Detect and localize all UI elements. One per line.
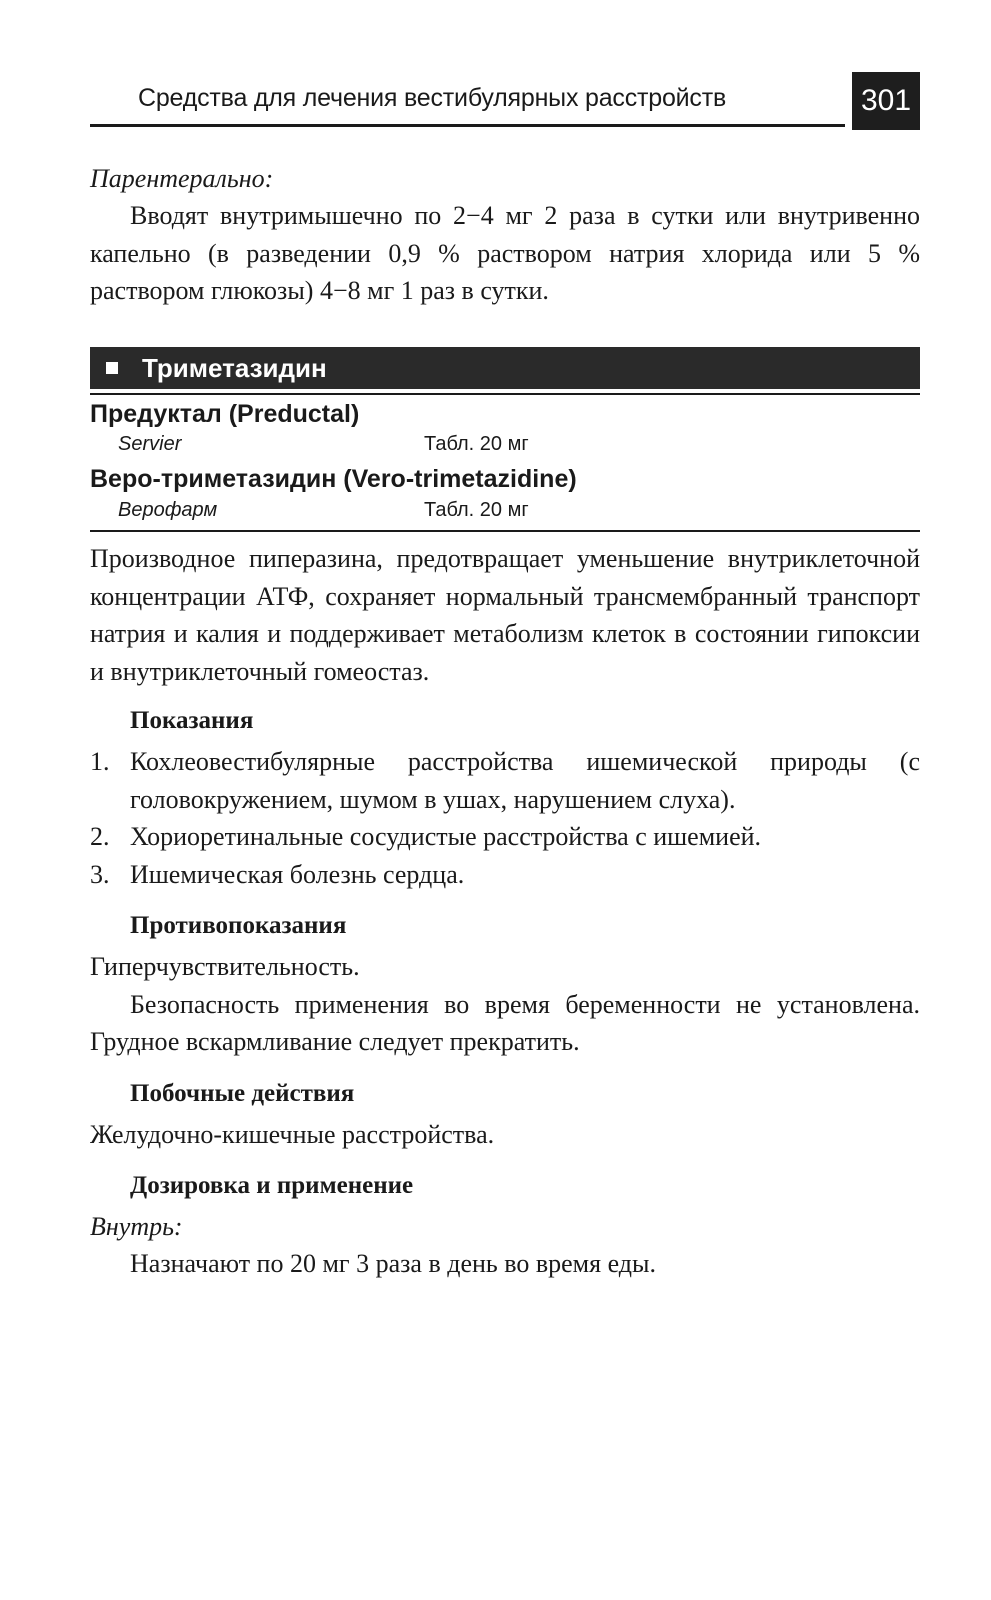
side-effects-text: Желудочно-кишечные расстройства.: [90, 1119, 495, 1149]
header-rule: [90, 124, 845, 127]
oral-label: Внутрь:: [90, 1212, 183, 1241]
running-header-title: Средства для лечения вестибулярных расстройств: [138, 84, 727, 112]
product-brand: Веро-триметазидин (Vero-trimetazidine): [90, 465, 577, 493]
page-number: 301: [852, 72, 920, 130]
indications-heading: Показания: [130, 707, 254, 734]
contraindications-text: Гиперчувствительность.: [90, 952, 360, 981]
product-maker: Servier: [118, 433, 182, 455]
list-item-text: Ишемическая болезнь сердца.: [130, 859, 465, 889]
drug-description: Производное пиперазина, предотвращает уменьшение внутриклеточной концентрации АТФ, сохраняет нормальный трансмембранный транспорт натрия и калия и поддерживает метаболизм клеток в состоянии гипоксии и внутриклеточный гомеостаз.: [90, 544, 920, 686]
product-maker: Верофарм: [118, 499, 218, 521]
list-number: 2.: [90, 822, 110, 851]
drug-bar-rule: [90, 393, 920, 395]
list-item-text: Хориоретинальные сосудистые расстройства с ишемией.: [130, 822, 762, 851]
side-effects-heading: Побочные действия: [130, 1079, 355, 1107]
drug-name: Триметазидин: [142, 353, 327, 383]
list-item: [90, 818, 920, 856]
product-form: Табл. 20 мг: [424, 433, 529, 455]
parenteral-section: [90, 160, 920, 310]
product-form: Табл. 20 мг: [424, 499, 529, 521]
products-bottom-rule: [90, 530, 920, 532]
product-brand: Предуктал (Preductal): [90, 400, 360, 428]
dosage-heading: Дозировка и применение: [130, 1172, 414, 1199]
dosage-text: Назначают по 20 мг 3 раза в день во время еды.: [130, 1249, 656, 1278]
pregnancy-text: Безопасность применения во время беременности не установлена. Грудное вскармливание следует прекратить.: [90, 989, 920, 1056]
indications-list: [90, 743, 920, 893]
list-item-text: Кохлеовестибулярные расстройства ишемической природы (с головокружением, шумом в ушах, нарушением слуха).: [130, 747, 920, 814]
parenteral-text: Вводят внутримышечно по 2−4 мг 2 раза в сутки или внутривенно капельно (в разведении 0,9 % раствором натрия хлорида или 5 % раствором глюкозы) 4−8 мг 1 раз в сутки.: [90, 201, 920, 305]
list-item: [90, 856, 920, 894]
list-number: 3.: [90, 859, 110, 889]
list-number: 1.: [90, 747, 110, 776]
main-content: [90, 540, 920, 1283]
list-item: [90, 743, 920, 818]
drug-title-bar: [90, 347, 920, 389]
running-header: [90, 72, 920, 130]
square-bullet-icon: [106, 362, 118, 374]
parenteral-label: Парентерально:: [90, 164, 274, 193]
contraindications-heading: Противопоказания: [130, 912, 347, 939]
